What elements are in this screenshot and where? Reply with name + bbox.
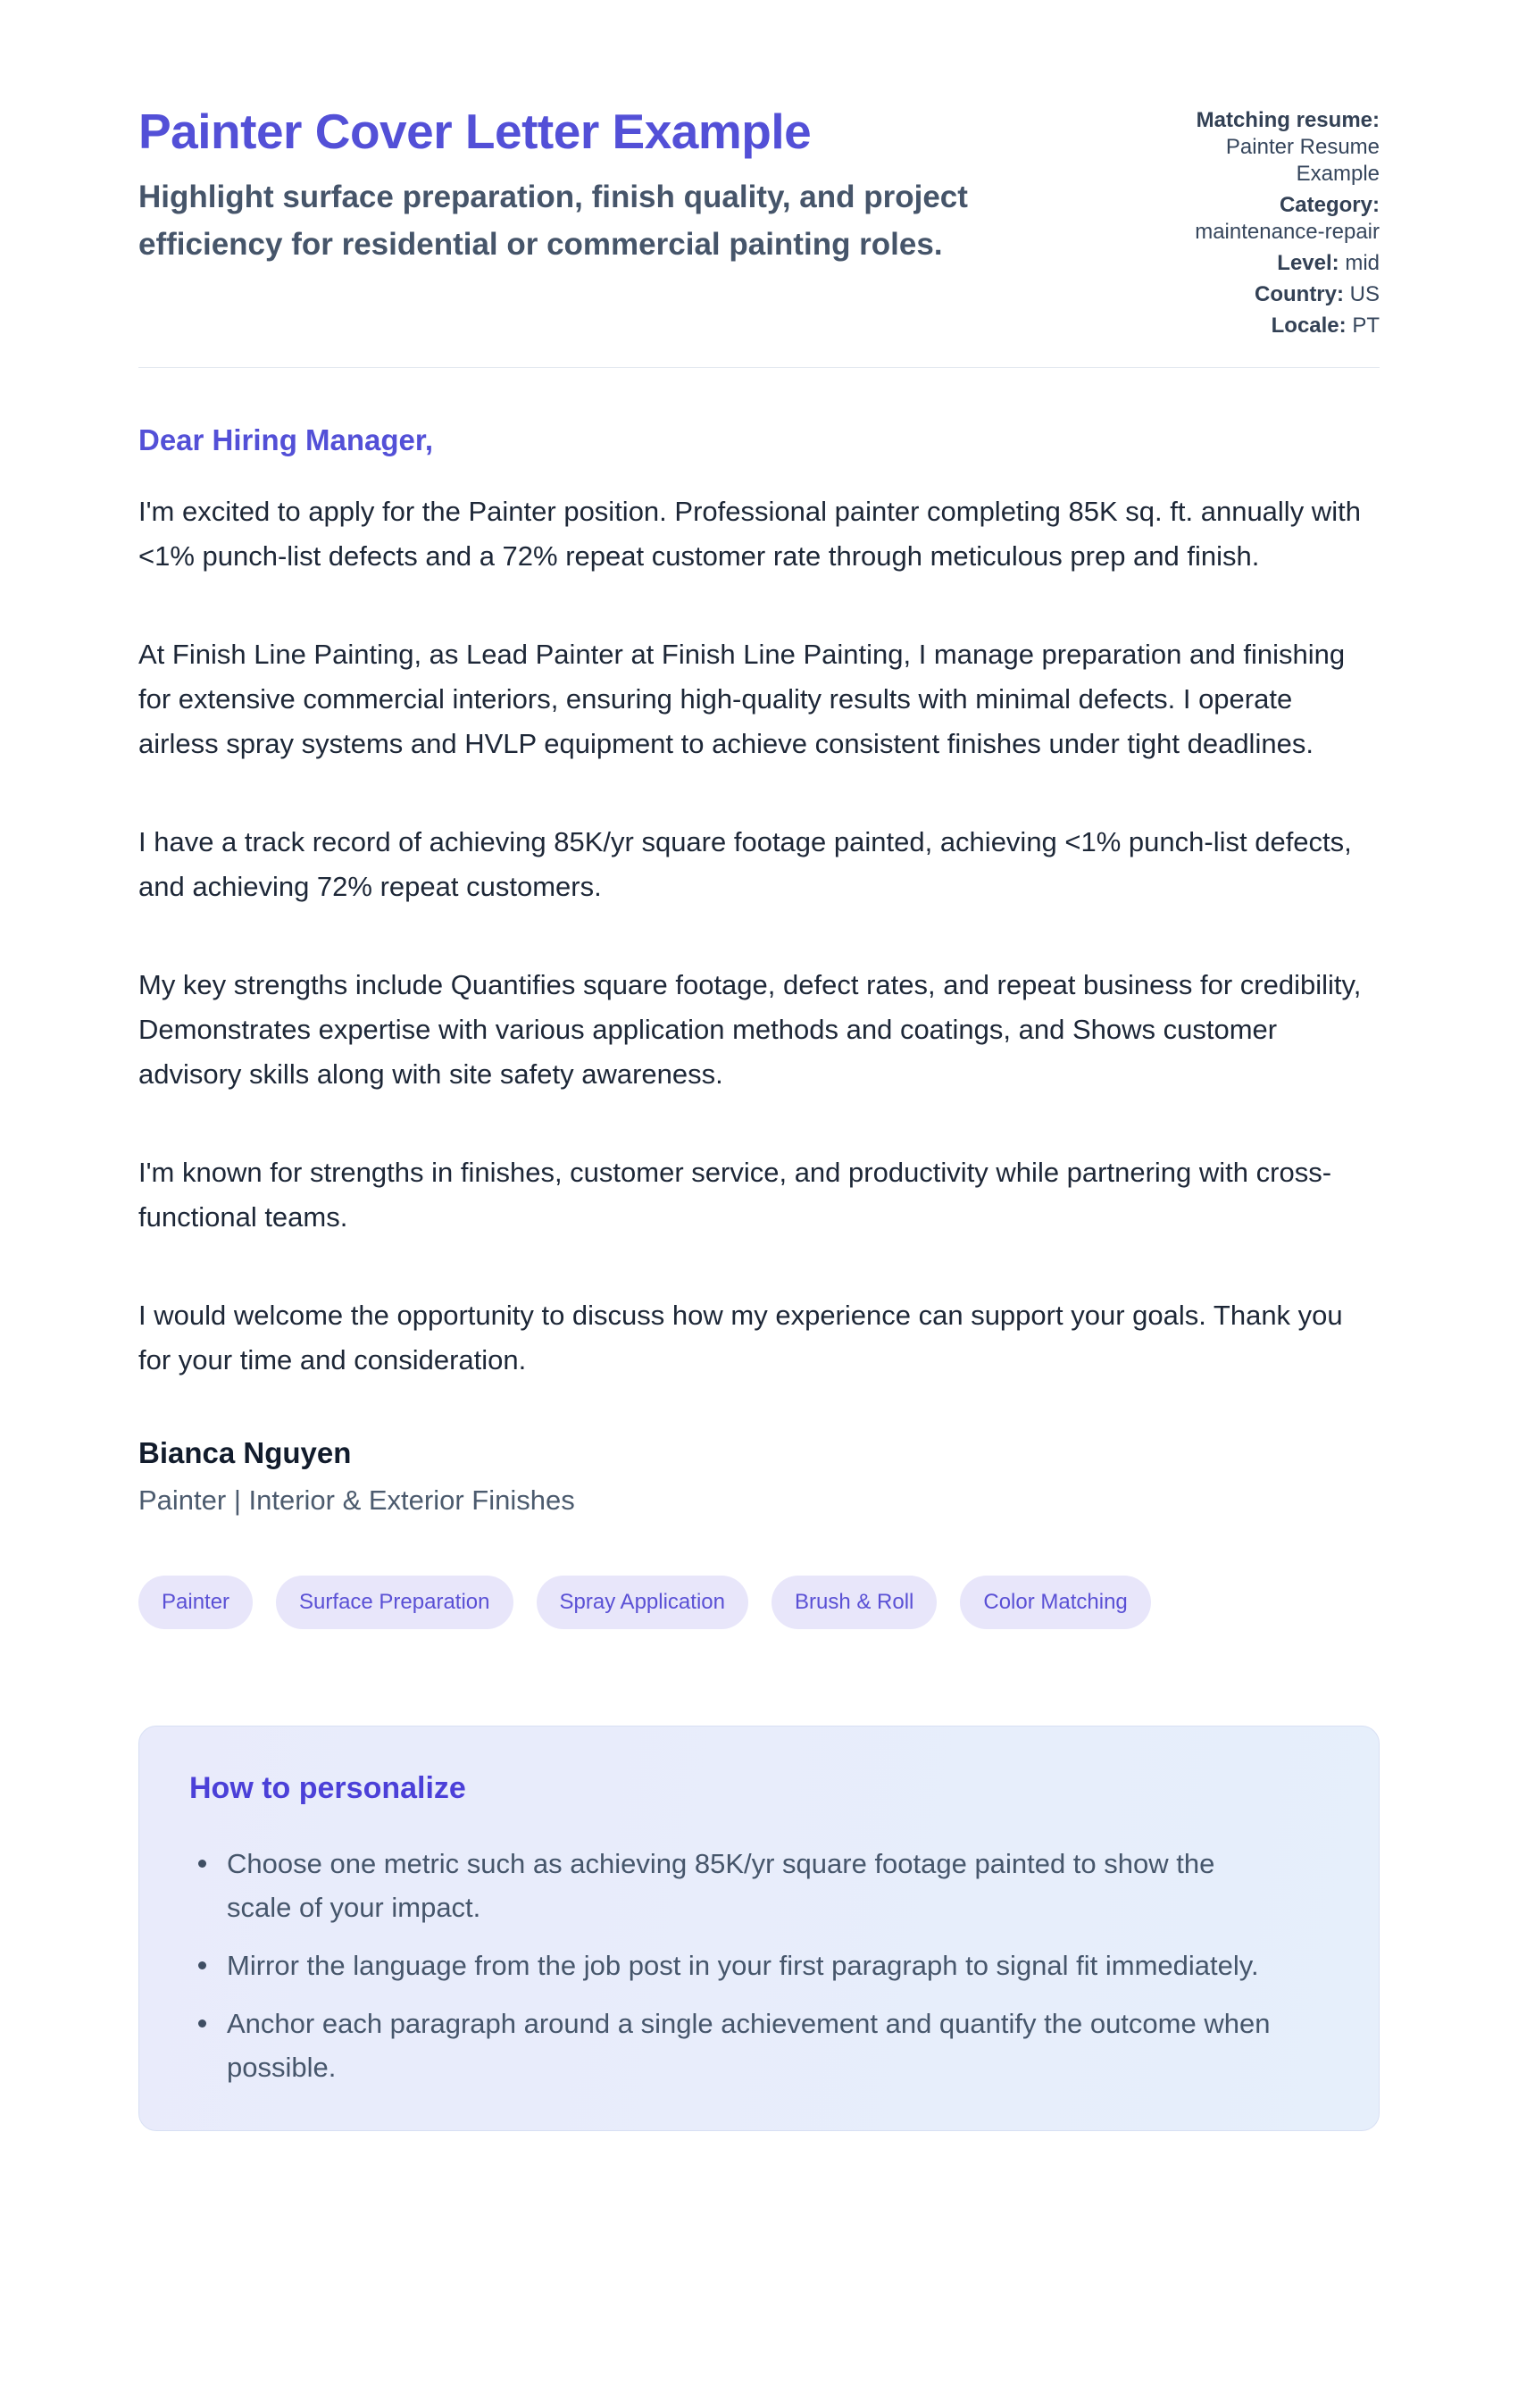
howto-bullet-item — [196, 1842, 1272, 1929]
meta-item-country — [1156, 281, 1380, 308]
meta-value: maintenance-repair — [1195, 220, 1380, 244]
page-title: Painter Cover Letter Example — [138, 104, 812, 159]
signature-name: Bianca Nguyen — [138, 1436, 352, 1469]
meta-item-locale — [1156, 313, 1380, 339]
tag-pill-spray-application[interactable]: Spray Application — [537, 1576, 748, 1629]
letter-paragraph: My key strengths include Quantifies square footage, defect rates, and repeat business for credibility, Demonstrates expertise with various application methods and coatings, and Shows customer advisory skills along with site safety awareness. — [138, 969, 1362, 1090]
letter-paragraph: At Finish Line Painting, as Lead Painter at Finish Line Painting, I manage preparation and finishing for extensive commercial interiors, ensuring high-quality results with minimal defects. I operate airless spray systems and HVLP equipment to achieve consistent finishes under tight deadlines. — [138, 639, 1346, 759]
tag-pill-brush-roll[interactable]: Brush & Roll — [772, 1576, 937, 1629]
cover-letter-body — [138, 423, 1380, 1517]
bullet-dot-icon — [198, 1860, 206, 1868]
howto-bullet-item — [196, 1944, 1272, 1987]
letter-paragraph: I have a track record of achieving 85K/yr square footage painted, achieving <1% punch-list defects, and achieving 72% repeat customers. — [138, 826, 1352, 902]
meta-value: PT — [1352, 314, 1380, 338]
bullet-dot-icon — [198, 1961, 206, 1969]
bullet-dot-icon — [198, 2019, 206, 2028]
meta-label: Level: — [1277, 251, 1339, 275]
tag-pill-color-matching[interactable]: Color Matching — [960, 1576, 1150, 1629]
letter-paragraph: I would welcome the opportunity to discuss how my experience can support your goals. Thank you for your time and consideration. — [138, 1300, 1343, 1375]
howto-title: How to personalize — [189, 1771, 466, 1805]
header-left — [138, 104, 1031, 268]
meta-value: mid — [1345, 251, 1380, 275]
meta-label: Category: — [1279, 193, 1380, 217]
howto-bullet-text: Anchor each paragraph around a single achievement and quantify the outcome when possible. — [227, 2008, 1271, 2083]
howto-bullet-text: Choose one metric such as achieving 85K/yr square footage painted to show the scale of your impact. — [227, 1848, 1215, 1923]
meta-item-category — [1156, 192, 1380, 246]
header-divider — [138, 367, 1380, 368]
howto-card — [138, 1726, 1380, 2131]
signature-role: Painter | Interior & Exterior Finishes — [138, 1484, 575, 1516]
tag-pill-painter[interactable]: Painter — [138, 1576, 253, 1629]
letter-paragraph: I'm excited to apply for the Painter position. Professional painter completing 85K sq. ft. annually with <1% punch-list defects and a 72% repeat customer rate through meticulous prep and finish. — [138, 496, 1361, 572]
letter-paragraph: I'm known for strengths in finishes, customer service, and productivity while partnering with cross-functional teams. — [138, 1157, 1332, 1233]
meta-value: US — [1349, 282, 1380, 306]
meta-label: Matching resume: — [1196, 108, 1380, 132]
meta-item-matching-resume — [1156, 107, 1380, 188]
page-subtitle: Highlight surface preparation, finish quality, and project efficiency for residential or commercial painting roles. — [138, 180, 968, 262]
tag-pill-surface-preparation[interactable]: Surface Preparation — [276, 1576, 513, 1629]
meta-item-level — [1156, 250, 1380, 277]
howto-bullet-item — [196, 2002, 1272, 2089]
resume-meta — [1156, 104, 1380, 344]
howto-bullet-text: Mirror the language from the job post in your first paragraph to signal fit immediately. — [227, 1950, 1259, 1981]
howto-list — [189, 1842, 1329, 2089]
letter-greeting: Dear Hiring Manager, — [138, 423, 434, 456]
meta-value: Painter Resume Example — [1225, 135, 1380, 186]
meta-label: Country: — [1255, 282, 1344, 306]
meta-label: Locale: — [1271, 314, 1347, 338]
header — [138, 104, 1380, 344]
tag-list — [138, 1576, 1380, 1629]
